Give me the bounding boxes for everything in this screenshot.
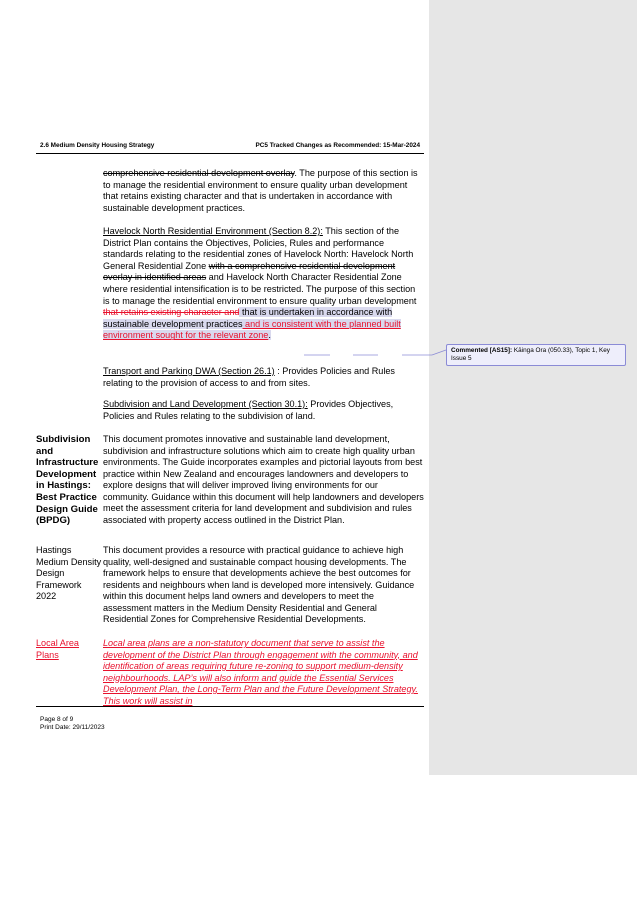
highlighted-text: that is undertaken in accordance with sustainable development practices bbox=[103, 307, 393, 329]
row-label-bpdg: Subdivision and Infrastructure Development in Hastings: Best Practice Design Guide (BPDG) bbox=[36, 434, 99, 527]
section-reference-subdivision[interactable]: Subdivision and Land Development (Section 30.1): bbox=[103, 399, 308, 409]
paragraph-text: and Havelock North Character Residential Zone where residential intensification is to be restricted. The purpose of this section is to manage the residential environment to ensure quality urban development bbox=[103, 272, 417, 306]
paragraph-text: Provides Objectives, Policies and Rules relating to the subdivision of land. bbox=[103, 399, 394, 421]
comment-author: Commented [AS15]: bbox=[451, 347, 513, 354]
paragraph-text: This section of the District Plan contains the Objectives, Policies, Rules and performance standards relating to the residential zones of Havelock North: Havelock North General Residential Zone bbox=[103, 226, 414, 271]
paragraph-transport-parking bbox=[103, 366, 423, 389]
row-description: This document provides a resource with practical guidance to achieve high quality, well-designed and sustainable compact housing developments. The framework helps to ensure that developments achieve the best outcomes for residents and neighbours when land is developed more intensively. Guidance within this document helps land owners and developers to meet the assessment matters in the Medium Density Residential and General Residential Zones for Comprehensive Residential Developments. bbox=[103, 545, 415, 624]
print-date: Print Date: 29/11/2023 bbox=[40, 724, 105, 731]
deleted-text: comprehensive residential development overlay bbox=[103, 168, 295, 178]
page-number: Page 8 of 9 bbox=[40, 716, 74, 723]
section-reference-transport[interactable]: Transport and Parking DWA (Section 26.1) bbox=[103, 366, 275, 376]
row-label-local-area-plans: Local Area Plans bbox=[36, 638, 79, 660]
row-label-framework: Hastings Medium Density Design Framework 2022 bbox=[36, 545, 102, 601]
header-section-title: 2.6 Medium Density Housing Strategy bbox=[40, 142, 155, 149]
paragraph-text: . The purpose of this section is to manage the residential environment to ensure quality urban development that retains existing character and that is undertaken in accordance with sustainable development practices. bbox=[103, 168, 418, 213]
comment-balloon[interactable] bbox=[446, 344, 626, 366]
row-description-inserted: Local area plans are a non-statutory document that serve to assist the development of the District Plan through engagement with the community, and identification of areas requiring future re-zoning to support medium-density neighbourhoods. LAP’s will also inform and guide the Essential Services Development Plan, the Long-Term Plan and the Future Development Strategy. This work will assist in bbox=[103, 638, 418, 706]
row-description: This document promotes innovative and sustainable land development, subdivision and infrastructure solutions which aim to create high quality urban environments. The Guide incorporates examples and pictorial layouts from best practice within New Zealand and encourages landowners and developers to explore designs that will deliver improved living environments for our community. Guidance within this document will help landowners and developers meet the assessment criteria for land development and subdivision and rules associated with property access outlined in the District Plan. bbox=[103, 434, 424, 525]
inserted-text-tracked: and is consistent with the planned built environment sought for the relevant zone bbox=[103, 318, 401, 341]
page-footer bbox=[40, 716, 105, 732]
comment-text: Kāinga Ora (050.33), Topic 1, Key Issue 5 bbox=[451, 347, 611, 362]
paragraph-subdivision bbox=[103, 399, 423, 422]
deleted-text: with a comprehensive residential development overlay in identified areas bbox=[103, 260, 396, 283]
header-doc-title: PC5 Tracked Changes as Recommended: 15-Mar-2024 bbox=[255, 142, 420, 149]
paragraph-text: : Provides Policies and Rules relating to the provision of access to and from sites. bbox=[103, 366, 395, 388]
section-reference-havelock[interactable]: Havelock North Residential Environment (Section 8.2): bbox=[103, 226, 323, 236]
deleted-text-tracked: that retains existing character and bbox=[103, 307, 240, 318]
paragraph-text: . bbox=[268, 330, 271, 341]
footer-divider bbox=[36, 706, 424, 707]
